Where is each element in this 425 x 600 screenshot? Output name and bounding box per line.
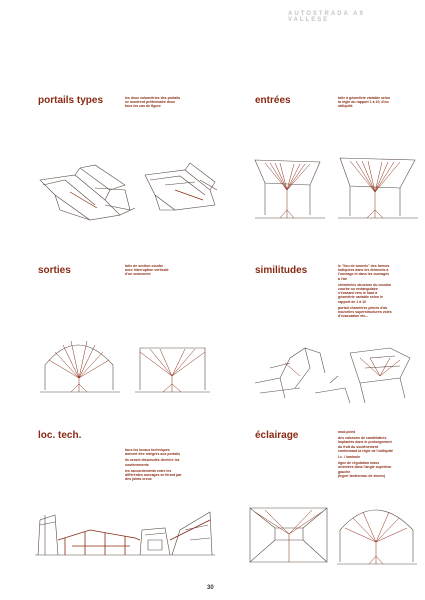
text-line: obliquité bbox=[338, 104, 353, 109]
text-line: différentes ouvrages se feront par bbox=[125, 473, 182, 478]
text-line: les deux volumétries des portails bbox=[125, 96, 181, 100]
section-text-entrees bbox=[338, 96, 413, 109]
text-line: géométrie variable selon le bbox=[338, 295, 383, 300]
text-line: cheminées structure du coudon bbox=[338, 282, 392, 287]
section-title-entrees: entrées bbox=[255, 95, 291, 106]
text-line: tous les cas de figure bbox=[125, 104, 161, 109]
text-line: nouvelles superstructures voies bbox=[338, 310, 392, 315]
eclairage-sketch bbox=[245, 500, 420, 572]
text-line: la règle du rapport 1 à 10, d'où bbox=[338, 100, 389, 105]
section-title-loctech: loc. tech. bbox=[38, 430, 82, 441]
text-line: portail charnières pièces d'air bbox=[338, 305, 388, 310]
text-line: indiquées dans les éléments à bbox=[338, 268, 389, 273]
text-line: doivent être intégrés aux portails bbox=[125, 452, 181, 457]
text-line: ligne de régulation mass bbox=[338, 461, 380, 466]
text-line: soutènements bbox=[125, 462, 149, 467]
text-line: l'ouvrage et dans les ouvrages bbox=[338, 272, 390, 277]
section-title-sorties: sorties bbox=[38, 265, 71, 276]
section-title-similitudes: similitudes bbox=[255, 265, 308, 276]
text-line: à l'air bbox=[338, 276, 348, 281]
text-line: toile de section courbe bbox=[125, 264, 164, 268]
loctech-sketch bbox=[30, 500, 220, 565]
text-line: des caissons de candélabres bbox=[338, 436, 387, 441]
section-text-loctech bbox=[125, 448, 217, 481]
text-line: (hyper lanterneau de stores) bbox=[338, 473, 386, 478]
text-line: courbe ou rectangulaire bbox=[338, 287, 378, 292]
text-line: d'un seulement bbox=[125, 272, 151, 277]
section-title-portails: portails types bbox=[38, 95, 104, 106]
text-line: toile à géométrie variable selon bbox=[338, 96, 391, 100]
portails-sketch bbox=[35, 160, 220, 230]
entrees-sketch bbox=[250, 150, 420, 225]
text-line: implantés dans le prolongement bbox=[338, 440, 392, 445]
text-line: se montrent préliminaire deux bbox=[125, 100, 175, 105]
text-line: rapport de 1 à 10 bbox=[338, 299, 367, 304]
page-number: 30 bbox=[207, 585, 214, 591]
section-title-eclairage: éclairage bbox=[255, 430, 299, 441]
text-line: ils seront dissimulés derrière les bbox=[125, 458, 180, 463]
text-line: des joints creux bbox=[125, 477, 152, 482]
text-line: mod.point bbox=[338, 430, 355, 434]
page-header: AUTOSTRADA A9 VALLESE bbox=[288, 11, 365, 23]
text-line: du fruit du soutènement bbox=[338, 444, 379, 449]
section-text-portails bbox=[125, 96, 215, 109]
section-text-similitudes bbox=[338, 264, 418, 318]
text-line: gauche bbox=[338, 469, 351, 474]
section-text-sorties bbox=[125, 264, 215, 277]
text-line: orientées dans l'angle supérieur bbox=[338, 465, 392, 470]
text-line: d'évacuation etc... bbox=[338, 314, 369, 319]
section-text-eclairage bbox=[338, 430, 418, 478]
text-line: conformant la règle de l'obliquité bbox=[338, 448, 393, 453]
text-line: le "lieu de tunnels" des formes bbox=[338, 264, 390, 268]
text-line: tous les locaux techniques bbox=[125, 448, 170, 452]
similitudes-sketch bbox=[250, 338, 420, 413]
sorties-sketch bbox=[35, 330, 215, 400]
text-line: l.c. / luminule bbox=[338, 455, 361, 460]
text-line: les raccordements entre les bbox=[125, 468, 172, 473]
text-line: s'évasant vers le haut à bbox=[338, 291, 378, 296]
text-line: avec interruption verticale bbox=[125, 268, 169, 273]
